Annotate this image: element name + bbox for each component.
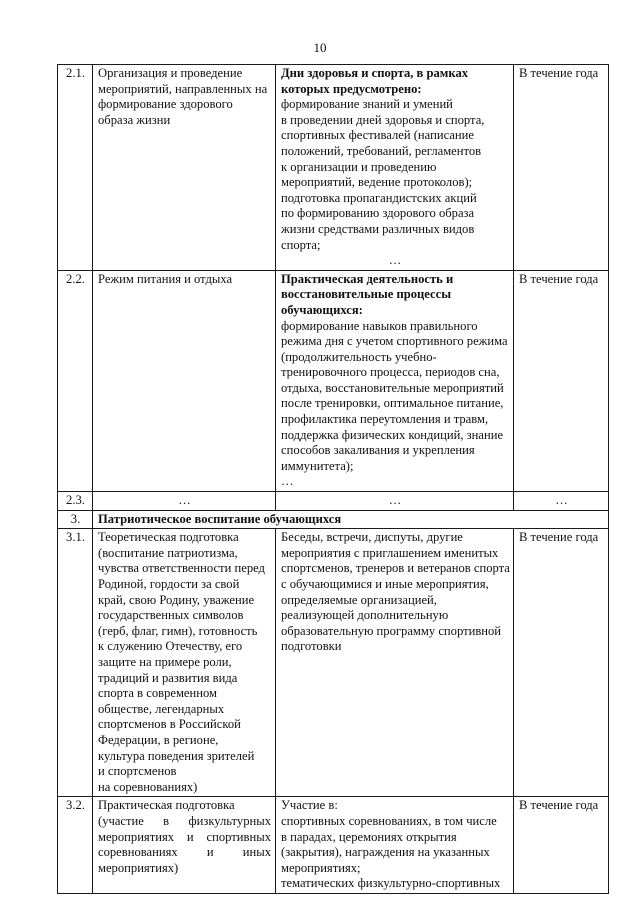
- term-cell: В течение года: [514, 65, 609, 271]
- text-line: Режим питания и отдыха: [98, 271, 233, 286]
- text-line: формирование навыков правильного: [281, 318, 478, 333]
- activity-first-line: Практическая подготовка: [98, 798, 235, 813]
- activities-table: [57, 64, 609, 894]
- text-line: край, свою Родину, уважение: [98, 592, 255, 607]
- text-line: иммунитета);: [281, 458, 354, 473]
- activity-cell: [93, 65, 276, 271]
- text-line: мероприятий, направленных на: [98, 81, 268, 96]
- term-cell: В течение года: [514, 529, 609, 797]
- table-row: [58, 492, 609, 511]
- content-cell: …: [276, 492, 514, 511]
- text-line: тематических физкультурно-спортивных: [281, 876, 501, 891]
- section-number: 3.: [58, 510, 93, 529]
- text-line: которых предусмотрено:: [281, 81, 422, 96]
- activity-cell: [93, 797, 276, 894]
- text-line: жизни средствами различных видов: [281, 221, 475, 236]
- text-line: профилактика переутомления и травм,: [281, 412, 489, 427]
- row-number: 3.1.: [58, 529, 93, 797]
- text-line: к организации и проведению: [281, 159, 437, 174]
- content-text: [281, 319, 509, 491]
- text-line: Дни здоровья и спорта, в рамках: [281, 66, 469, 80]
- text-line: (участие в физкультурных: [98, 813, 271, 828]
- text-line: спорта в современном: [98, 686, 218, 701]
- text-line: и спортсменов: [98, 764, 177, 779]
- activity-text: [98, 530, 271, 795]
- content-heading: [281, 272, 509, 319]
- content-cell: [276, 797, 514, 894]
- text-line: на соревнованиях): [98, 779, 198, 794]
- text-line: Беседы, встречи, диспуты, другие: [281, 530, 463, 545]
- text-line: …: [388, 253, 402, 268]
- text-line: государственных символов: [98, 608, 244, 623]
- content-cell: [276, 529, 514, 797]
- text-line: (продолжительность учебно-: [281, 349, 437, 364]
- text-line: определяемые организацией,: [281, 592, 437, 607]
- table-row: [58, 270, 609, 491]
- text-line: по формированию здорового образа: [281, 206, 475, 221]
- text-line: образовательную программу спортивной: [281, 623, 502, 638]
- text-line: чувства ответственности перед: [98, 561, 265, 576]
- text-line: мероприятий, ведение протоколов);: [281, 175, 473, 190]
- activity-text: [98, 272, 271, 288]
- term-cell: …: [514, 492, 609, 511]
- row-number: 2.1.: [58, 65, 93, 271]
- text-line: (герб, флаг, гимн), готовность: [98, 623, 258, 638]
- activity-cell: …: [93, 492, 276, 511]
- term-cell: В течение года: [514, 270, 609, 491]
- text-line: подготовки: [281, 639, 342, 654]
- text-line: обществе, легендарных: [98, 701, 225, 716]
- text-line: Теоретическая подготовка: [98, 530, 239, 545]
- text-line: спортивных фестивалей (написание: [281, 128, 474, 143]
- text-line: тренировочного процесса, периодов сна,: [281, 365, 500, 380]
- text-line: режима дня с учетом спортивного режима: [281, 334, 508, 349]
- text-line: Организация и проведение: [98, 66, 243, 80]
- text-line: к служению Отечеству, его: [98, 639, 243, 654]
- text-line: культура поведения зрителей: [98, 748, 255, 763]
- text-line: …: [281, 474, 294, 489]
- text-line: Федерации, в регионе,: [98, 732, 219, 747]
- text-line: восстановительные процессы: [281, 287, 452, 302]
- text-line: соревнованиях и иных: [98, 845, 271, 860]
- activity-cell: [93, 270, 276, 491]
- text-line: мероприятиях;: [281, 860, 361, 875]
- text-line: с обучающимися и иные мероприятия,: [281, 577, 489, 591]
- text-line: Родиной, гордости за свой: [98, 577, 240, 591]
- section-title: Патриотическое воспитание обучающихся: [93, 510, 609, 529]
- text-line: мероприятиях и спортивных: [98, 829, 271, 844]
- row-number: 2.2.: [58, 270, 93, 491]
- text-line: (закрытия), награждения на указанных: [281, 845, 490, 860]
- activity-last-line: мероприятиях): [98, 860, 179, 875]
- text-line: Участие в:: [281, 798, 338, 813]
- text-line: традиций и развития вида: [98, 670, 238, 685]
- section-row: [58, 510, 609, 529]
- table-row: [58, 797, 609, 894]
- content-cell: [276, 65, 514, 271]
- text-line: спорта;: [281, 237, 321, 252]
- row-number: 2.3.: [58, 492, 93, 511]
- text-line: защите на примере роли,: [98, 654, 232, 669]
- text-line: обучающихся:: [281, 302, 363, 317]
- text-line: отдыха, восстановительные мероприятий: [281, 380, 504, 395]
- content-text: [281, 798, 509, 892]
- activity-justified-text: [98, 814, 271, 861]
- text-line: подготовка пропагандистских акций: [281, 190, 477, 205]
- text-line: Практическая деятельность и: [281, 271, 454, 286]
- table-row: [58, 529, 609, 797]
- text-line: формирование здорового: [98, 97, 233, 112]
- text-line: спортсменов, тренеров и ветеранов спорта: [281, 561, 510, 576]
- activities-table-body: [58, 65, 609, 894]
- text-line: (воспитание патриотизма,: [98, 545, 238, 560]
- activity-cell: [93, 529, 276, 797]
- text-line: образа жизни: [98, 112, 171, 127]
- page-number: 10: [313, 40, 327, 55]
- term-cell: В течение года: [514, 797, 609, 894]
- text-line: реализующей дополнительную: [281, 608, 449, 623]
- text-line: мероприятия с приглашением именитых: [281, 545, 499, 560]
- text-line: способов закаливания и укрепления: [281, 443, 475, 458]
- text-line: положений, требований, регламентов: [281, 143, 482, 158]
- text-line: формирование знаний и умений: [281, 97, 453, 112]
- content-text: [281, 97, 509, 269]
- row-number: 3.2.: [58, 797, 93, 894]
- content-cell: [276, 270, 514, 491]
- text-line: спортивных соревнованиях, в том числе: [281, 813, 497, 828]
- text-line: в проведении дней здоровья и спорта,: [281, 112, 485, 127]
- text-line: спортсменов в Российской: [98, 717, 241, 732]
- text-line: после тренировки, оптимальное питание,: [281, 396, 504, 411]
- text-line: поддержка физических кондиций, знание: [281, 427, 504, 442]
- activity-text: [98, 66, 271, 128]
- table-row: [58, 65, 609, 271]
- text-line: в парадах, церемониях открытия: [281, 829, 457, 844]
- content-text: [281, 530, 509, 655]
- content-heading: [281, 66, 509, 97]
